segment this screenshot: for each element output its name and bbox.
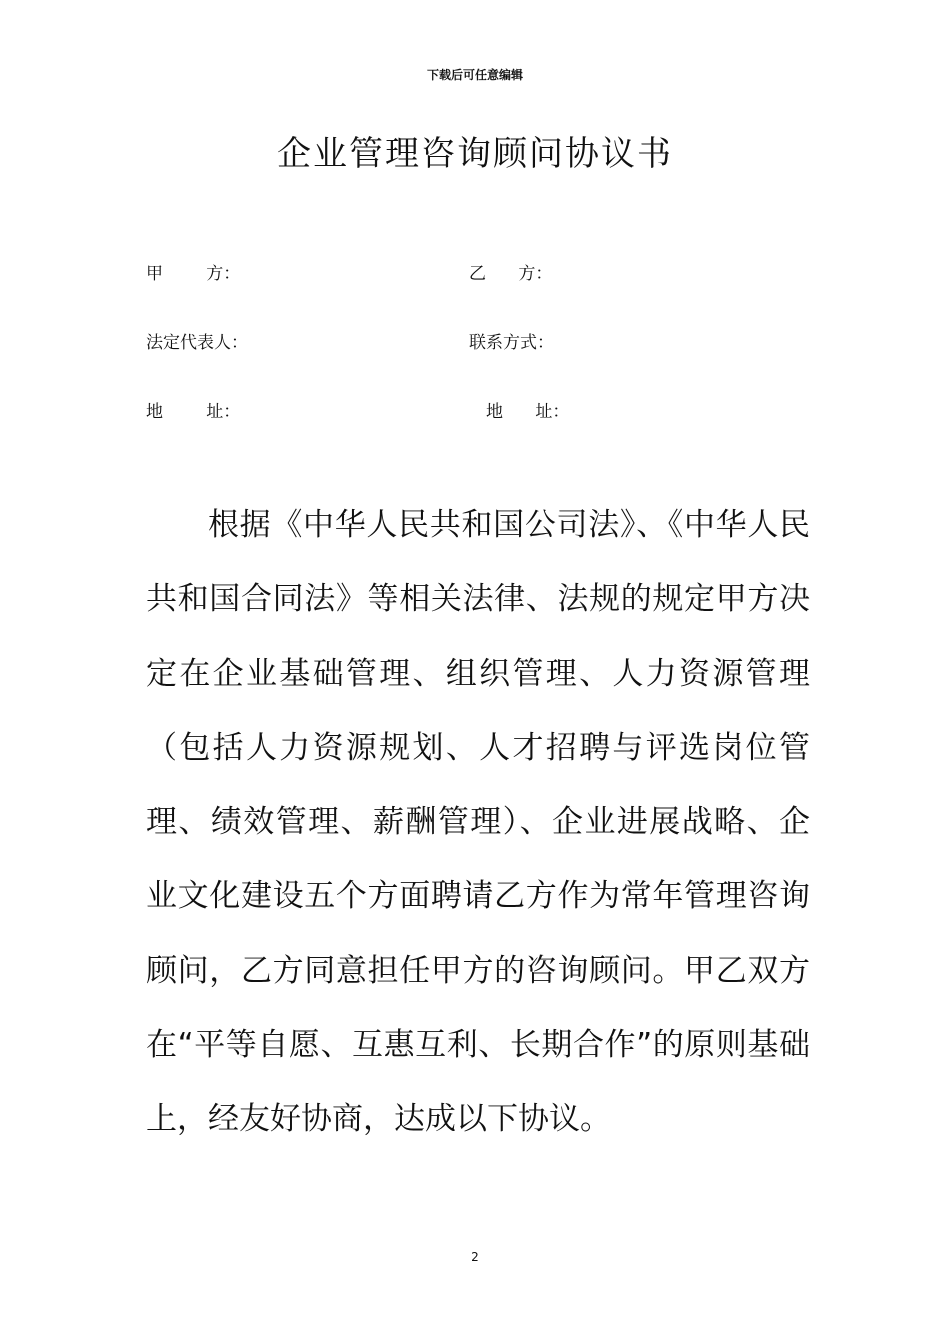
party-row	[0, 259, 950, 283]
party-b-label: 乙 方：	[469, 264, 553, 284]
legal-representative-label: 法定代表人：	[146, 333, 248, 353]
representative-row	[0, 328, 950, 352]
party-a-address-label: 地 址：	[146, 402, 241, 422]
party-b-address-label: 地 址：	[486, 402, 570, 422]
contact-label: 联系方式：	[469, 333, 554, 353]
address-row	[0, 397, 950, 421]
agreement-body-paragraph: 根据《中华人民共和国公司法》、《中华人民共和国合同法》等相关法律、法规的规定甲方决定在企业基础管理、组织管理、人力资源管理（包括人力资源规划、人才招聘与评选岗位管理、绩效管理、薪酬管理）、企业进展战略、企业文化建设五个方面聘请乙方作为常年管理咨询顾问，乙方同意担任甲方的咨询顾问。甲乙双方在“平等自愿、互惠互利、长期合作”的原则基础上，经友好协商，达成以下协议。	[146, 507, 810, 1138]
page-number: 2	[471, 1250, 479, 1264]
document-title: 企业管理咨询顾问协议书	[277, 134, 673, 174]
header-note: 下载后可任意编辑	[426, 68, 523, 82]
party-a-label: 甲 方：	[146, 264, 241, 284]
